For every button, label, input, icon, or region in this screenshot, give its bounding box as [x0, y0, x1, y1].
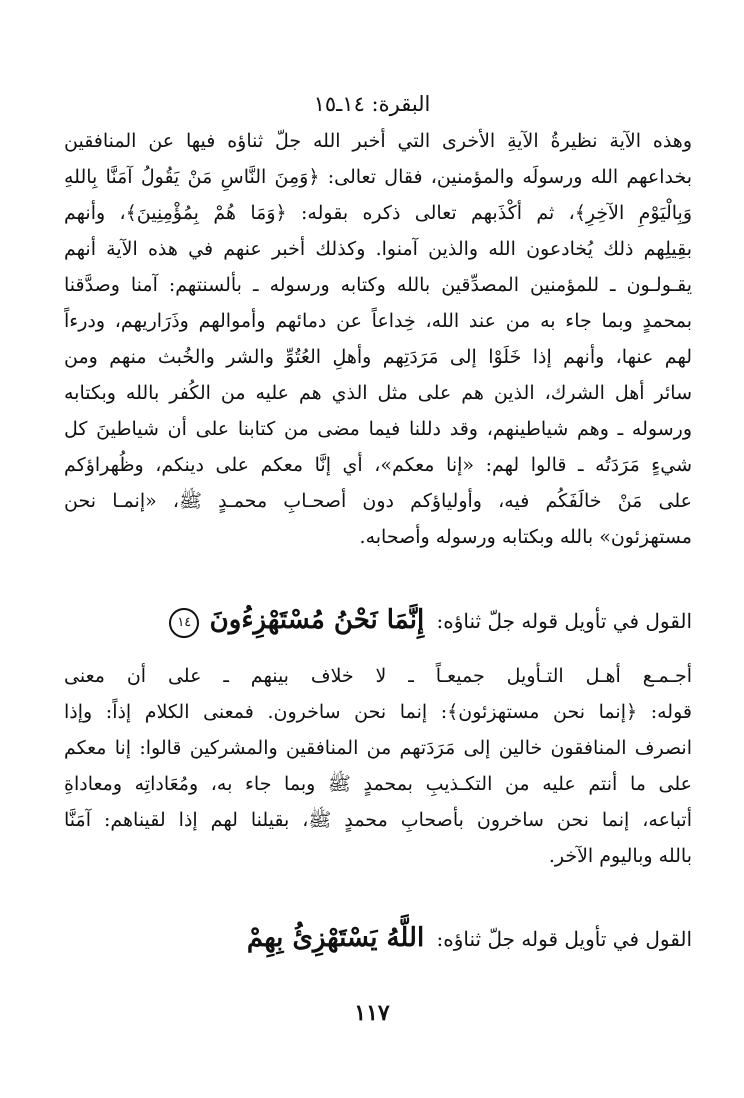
- text-line: بقِيلِهم ذلك يُخادعون الله والذين آمنوا. وكذلك أخبر عنهم في هذه الآية أنهم: [64, 238, 692, 260]
- text-line: لهم عنها، وأنهم إذا خَلَوْا إلى مَرَدَتِهم وأهلِ العُتُوِّ والشر والخُبث منهم ومن: [64, 346, 692, 368]
- text-line: وهذه الآية نظيرةُ الآيةِ الأخرى التي أخبر الله جلّ ثناؤه فيها عن المنافقين: [64, 130, 692, 152]
- text-line: شيءٍ مَرَدَتُه ـ قالوا لهم: «إنا معكم»، أي إنَّا معكم على دينكم، وظُهراؤكم: [64, 454, 692, 476]
- heading-prefix: القول في تأويل قوله جلّ ثناؤه:: [436, 927, 692, 951]
- page-header: البقرة: ١٤ـ١٥: [313, 92, 431, 116]
- text-line: بالله وباليوم الآخر.: [548, 845, 692, 867]
- text-line: بمحمدٍ وبما جاء به من عند الله، خِداعاً عن دمائهم وأموالهم وذَرَاريهم، ودرءاً: [64, 310, 692, 332]
- text-line: أجـمـع أهـل التـأويل جميعـاً ـ لا خلاف بينهم ـ على أن معنى: [64, 665, 692, 687]
- text-line: انصرف المنافقون خالين إلى مَرَدَتهم من المنافقين والمشركين قالوا: إنا معكم: [64, 737, 692, 759]
- text-line: على ما أنتم عليه من التكـذيبِ بمحمدٍ ﷺ وبما جاء به، ومُعَاداتِه ومعاداةِ: [64, 773, 692, 795]
- commentary-paragraph-1: [64, 123, 692, 555]
- heading-prefix: القول في تأويل قوله جلّ ثناؤه:: [436, 609, 692, 633]
- quran-verse: اللَّهُ يَسْتَهْزِئُ بِهِمْ: [246, 923, 425, 953]
- section-heading-1: [64, 600, 692, 640]
- text-line: سائر أهل الشرك، الذين هم على مثل الذي هم عليه من الكُفر بالله وبكتابه: [64, 382, 692, 404]
- text-line: قوله: ﴿إنما نحن مستهزئون﴾: إنما نحن ساخرون. فمعنى الكلام إذاً: وإذا: [64, 701, 692, 723]
- quran-verse: إِنَّمَا نَحْنُ مُسْتَهْزِءُونَ: [209, 605, 425, 635]
- section-heading-2: [64, 918, 692, 958]
- text-line: يقـولـون ـ للمؤمنين المصدِّقين بالله وكتابه ورسوله ـ بألسنتهم: آمنا وصدَّقنا: [64, 274, 692, 296]
- page-number: ١١٧: [354, 1000, 390, 1026]
- text-line: مستهزئون» بالله وبكتابه ورسوله وأصحابه.: [359, 526, 692, 548]
- text-line: بخداعهم الله ورسولَه والمؤمنين، فقال تعالى: ﴿وَمِنَ النَّاسِ مَنْ يَقُولُ آمَنَّا بِاللهِ: [64, 166, 692, 188]
- text-line: ورسوله ـ وهم شياطينهم، وقد دللنا فيما مضى من كتابنا على أن شياطينَ كل: [64, 418, 692, 440]
- commentary-paragraph-2: [64, 658, 692, 874]
- text-line: أتباعه، إنما نحن ساخرون بأصحابِ محمدٍ ﷺ، بقيلنا لهم إذا لقيناهم: آمَنَّا: [64, 809, 692, 831]
- ayah-number-marker: ١٤: [169, 608, 199, 638]
- text-line: وَبِالْيَوْمِ الآخِرِ﴾، ثم أكْذَبهم تعالى ذكره بقوله: ﴿وَمَا هُمْ بِمُؤْمِنِينَ﴾، وأنهم: [64, 202, 692, 224]
- text-line: على مَنْ خالَفَكُم فيه، وأولياؤكم دون أصحـابِ محمـدٍ ﷺ، «إنمـا نحن: [64, 490, 692, 512]
